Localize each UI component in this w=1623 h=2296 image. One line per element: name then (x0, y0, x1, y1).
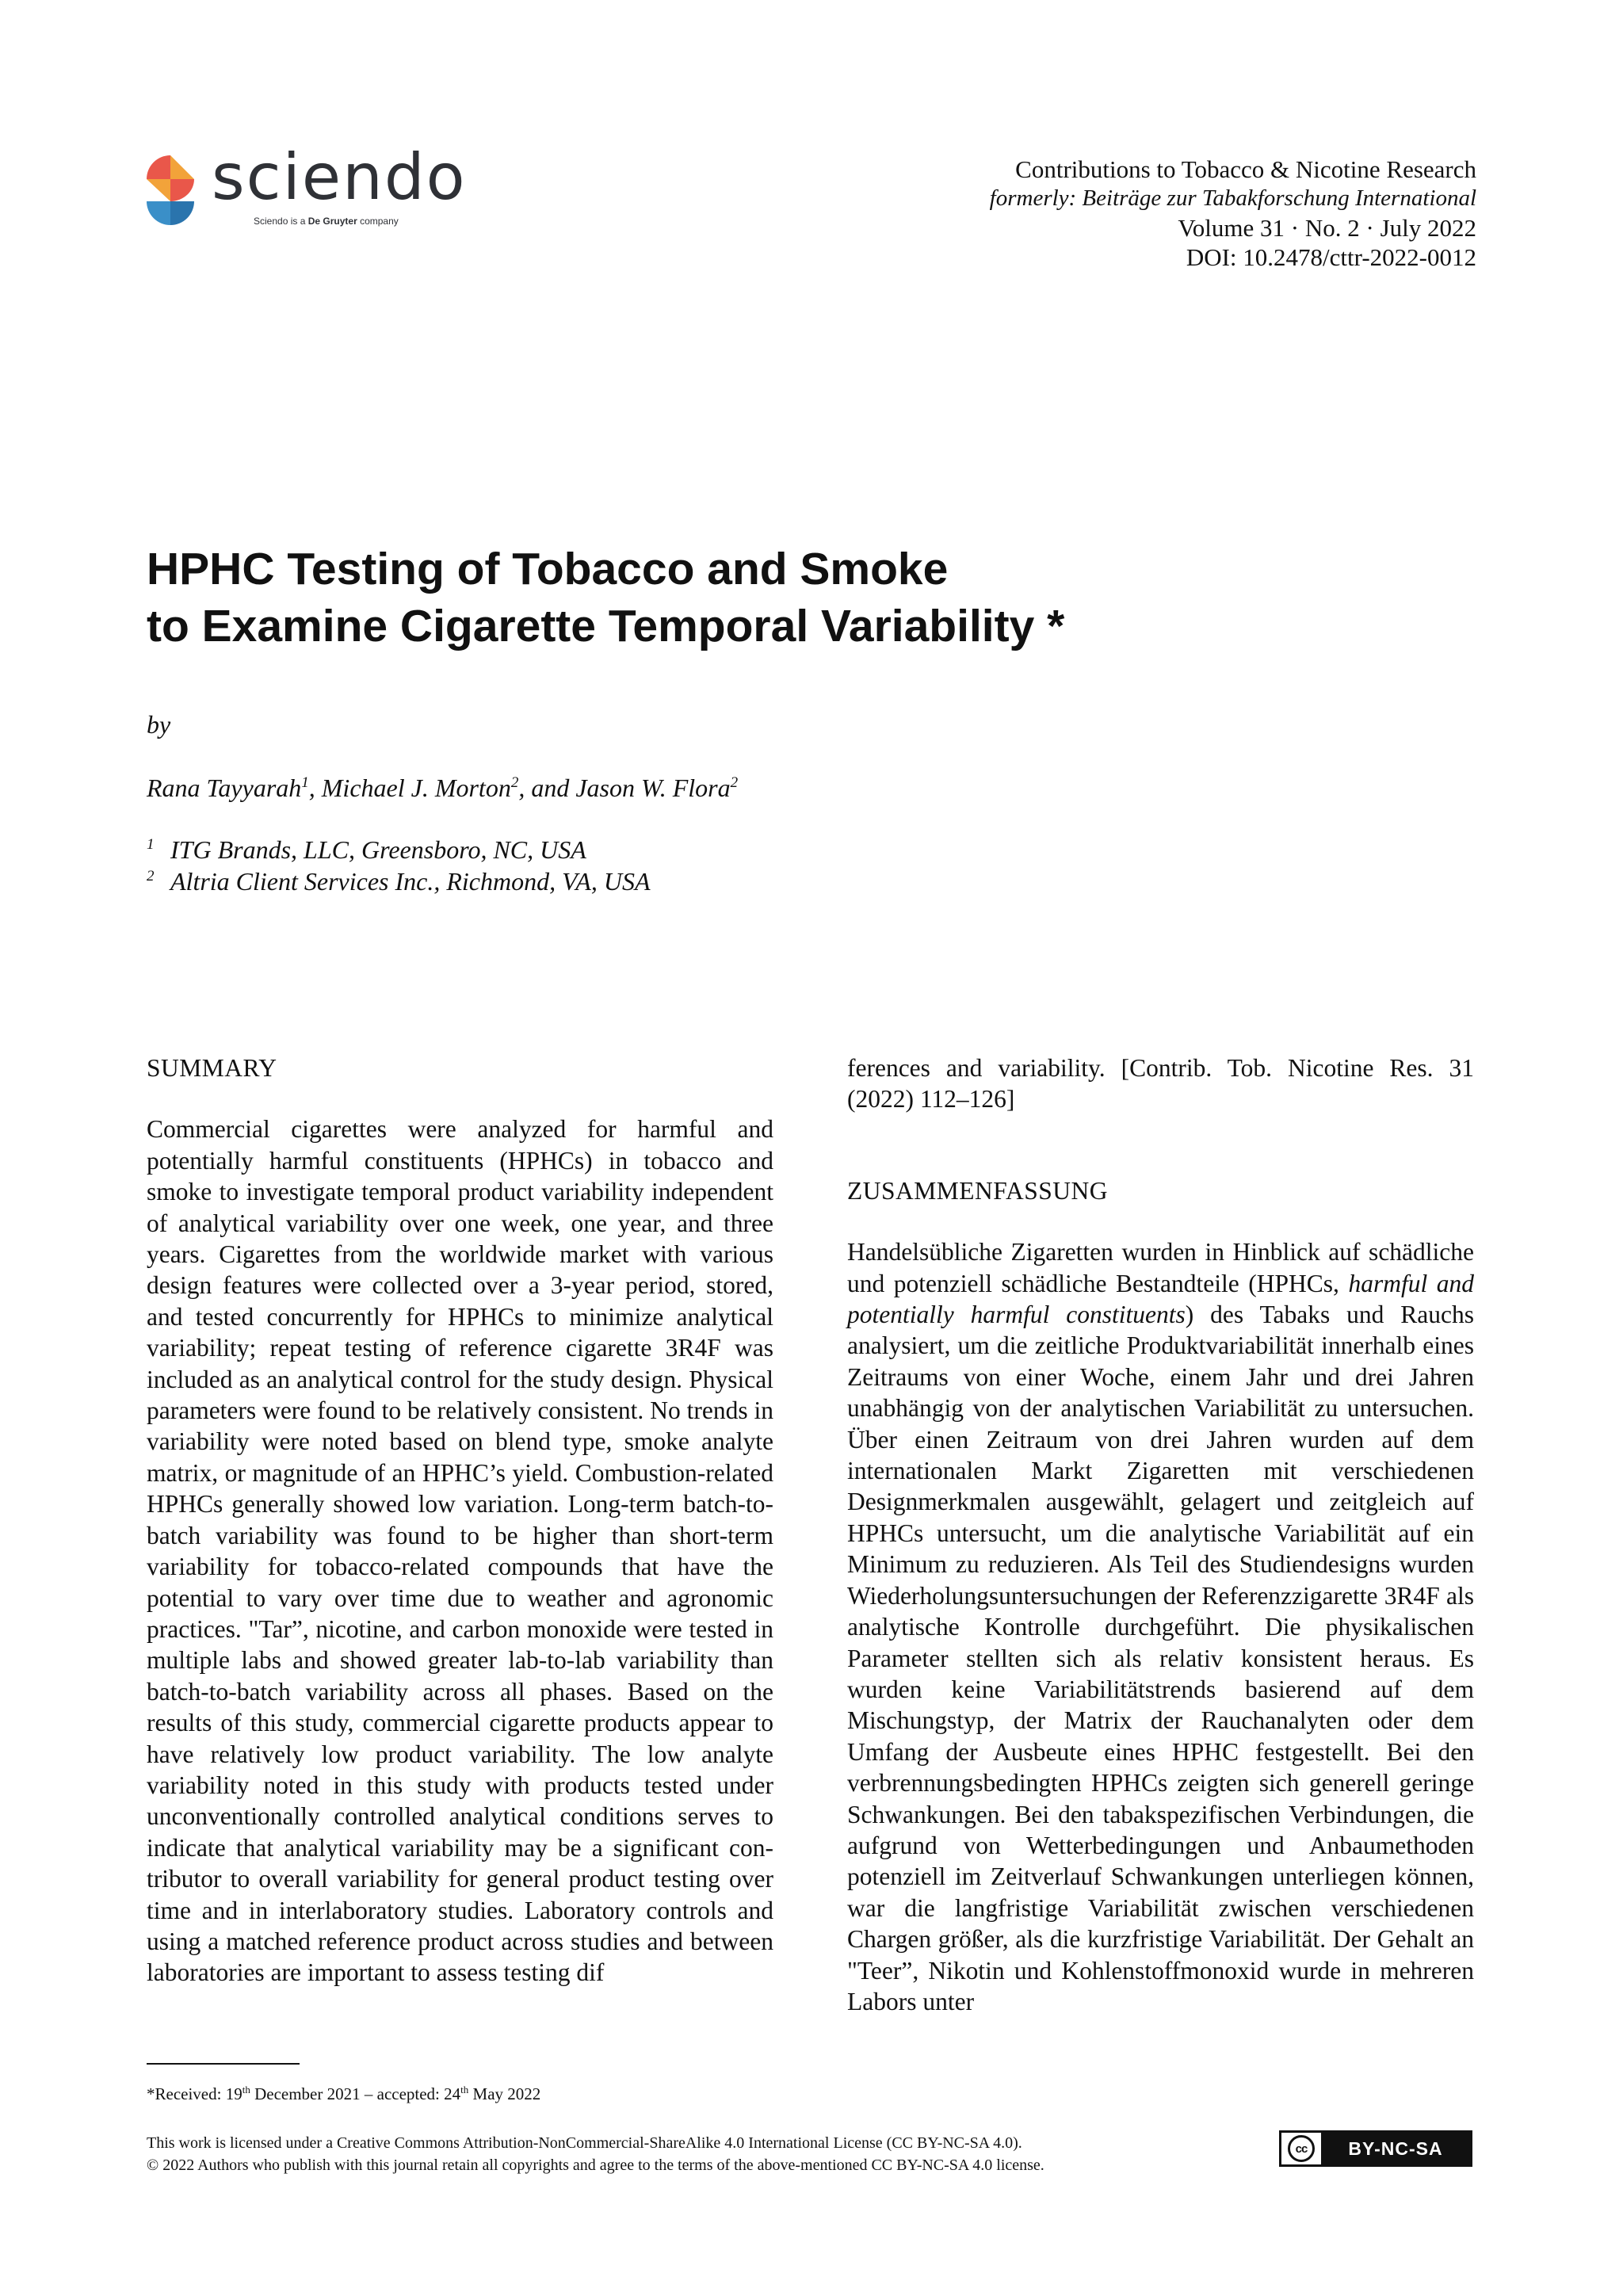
journal-doi: DOI: 10.2478/cttr-2022-0012 (1186, 243, 1476, 271)
logo-tagline: Sciendo is a De Gruyter company (254, 216, 399, 227)
license-line-1: This work is licensed under a Creative Commons Attribution-NonCommercial-ShareAlike 4.0 International License (CC BY-NC-SA 4.0). (147, 2134, 1022, 2152)
author-affiliation-mark: 1 (301, 774, 309, 791)
affiliation-1: 1 ITG Brands, LLC, Greensboro, NC, USA (147, 835, 586, 864)
sciendo-wordmark: sciendo (212, 140, 467, 214)
zusammenfassung-text: Handelsübliche Zigaretten wurden in Hinblick auf schädliche und potenziell schädliche Bestandteile (HPHCs, harmful and potentially harmful constituents) des Tabaks und Rauchs analysiert, um die zeitliche Produktvariabilität innerhalb eines Zeitraums von einer Woche, einem Jahr und drei Jahren unabhängig von der analytischen Variabilität zu untersuchen. Über einen Zeitraum von drei Jahren wurden auf dem internationalen Markt Zigaretten mit verschiedenen Designmerkmalen ausgewählt, gelagert und zeitgleich auf HPHCs untersucht, um die analytische Variabilität auf ein Minimum zu reduzieren. Als Teil des Studiendesigns wurden Wiederholungsuntersuchungen der Referenzzigarette 3R4F als analytische Kontrolle durchgeführt. Die physikalischen Parameter stellten sich als relativ konsistent heraus. Es wurden keine Variabilitätstrends basierend auf dem Mischungstyp, der Matrix der Rauchanalyten oder dem Umfang der Ausbeute eines HPHC festgestellt. Bei den verbrennungsbedingten HPHCs zeigten sich generell geringe Schwankungen. Bei den tabakspezifischen Verbindungen, die aufgrund von Wetterbedingungen und Anbaumethoden potenziell im Zeitverlauf Schwankungen unterliegen können, war die langfristige Variabilität zwischen verschiedenen Chargen größer, als die kurzfristige Variabilität. Der Gehalt an "Teer”, Nikotin und Kohlenstoffmonoxid wurde in mehreren Labors unter (847, 1238, 1475, 2015)
sciendo-logo (147, 140, 479, 230)
author-name: Michael J. Morton (321, 774, 511, 802)
zusammenfassung-heading: ZUSAMMENFASSUNG (847, 1176, 1108, 1205)
author-name: Jason W. Flora (575, 774, 731, 802)
title-line-1: HPHC Testing of Tobacco and Smoke (147, 544, 949, 594)
summary-heading: SUMMARY (147, 1054, 277, 1082)
license-text (147, 2132, 1044, 2176)
article-title (147, 541, 1064, 655)
journal-info (990, 155, 1476, 272)
sciendo-logo-icon (147, 155, 194, 225)
summary-text: Commercial cigarettes were analyzed for harmful and potentially harmful constituents (HPHCs) in tobacco and smoke to investigate temporal product variability independent of analytical variability over one week, one year, and three years. Cigarettes from the worldwide market with various design features were collected over a 3-year period, stored, and tested concurrently for HPHCs to minimize analytical variability; repeat testing of reference cigarette 3R4F was included as an analytical control for the study design. Physical parameters were found to be relatively consistent. No trends in variability were noted based on blend type, smoke analyte matrix, or magnitude of an HPHC’s yield. Combustion-related HPHCs generally showed low variation. Long-term batch-to-batch variability was found to be higher than short-term variability for tobacco-related compounds that have the potential to vary over time due to weather and agronomic practices. "Tar”, nicotine, and carbon monoxide were tested in multiple labs and showed greater lab-to-lab variability than batch-to-batch variability across all phases. Based on the results of this study, commercial cigarette products appear to have relatively low product variability. The low analyte variability noted in this study with products tested under unconventionally controlled analytical conditions serves to indicate that analytical variability may be a significant contributor to overall variability for general product testing over time and in interlaboratory studies. Laboratory controls and using a matched reference product across studies and between laboratories are important to assess testing dif (147, 1115, 773, 1987)
cc-badge-label: BY-NC-SA (1348, 2137, 1443, 2159)
cc-icon: cc (1281, 2133, 1321, 2164)
journal-name: Contributions to Tobacco & Nicotine Research (1015, 155, 1476, 183)
cc-license-badge[interactable] (1279, 2130, 1472, 2167)
author-affiliation-mark: 2 (730, 774, 739, 791)
affiliation-2: 2 Altria Client Services Inc., Richmond, VA, USA (147, 867, 651, 896)
summary-section (147, 1052, 773, 1988)
license-line-2: © 2022 Authors who publish with this journal retain all copyrights and agree to the terms of the above-mentioned CC BY-NC-SA 4.0 license. (147, 2157, 1044, 2174)
footnote-rule (147, 2063, 300, 2065)
author-affiliation-mark: 2 (510, 774, 519, 791)
author-name: Rana Tayyarah (147, 774, 302, 802)
author-list: Rana Tayyarah$^1$, Michael J. Morton$^2$, and Jason W. Flora$^2$ (147, 774, 739, 802)
received-footnote: *Received: 19th December 2021 – accepted: 24th May 2022 (147, 2084, 541, 2103)
summary-continuation: ferences and variability. [Contrib. Tob. Nicotine Res. 31 (2022) 112–126] (847, 1054, 1474, 1114)
title-line-2: to Examine Cigarette Temporal Variability * (147, 601, 1065, 651)
byline: by (147, 710, 171, 739)
journal-issue: Volume 31 · No. 2 · July 2022 (1178, 214, 1476, 242)
journal-former-name: formerly: Beiträge zur Tabakforschung International (989, 185, 1476, 211)
right-column (847, 1052, 1474, 2017)
